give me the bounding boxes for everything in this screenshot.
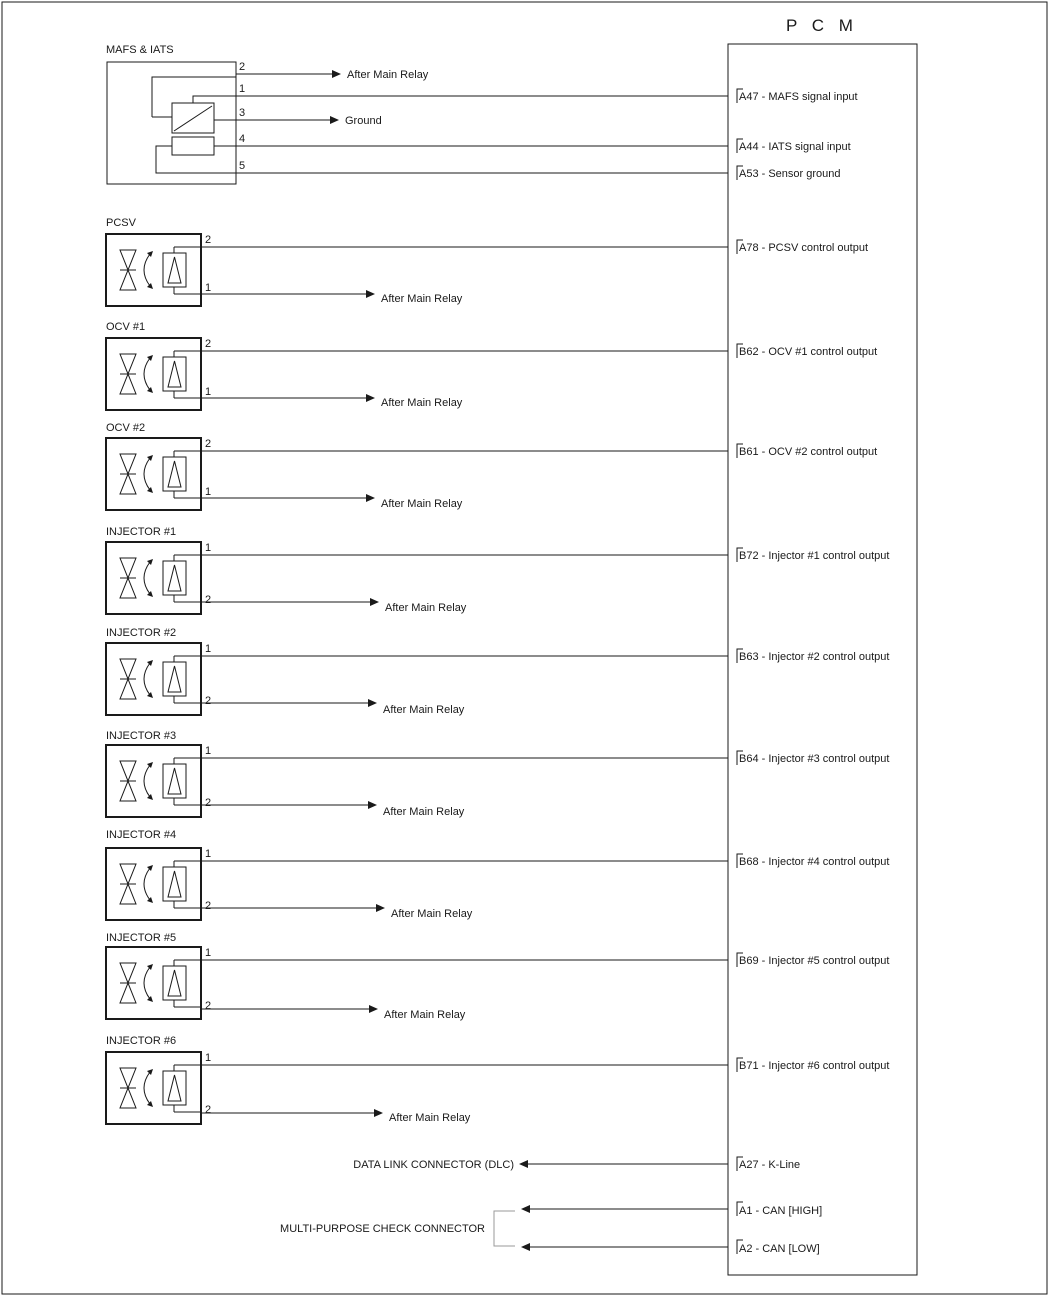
pcm-pin-a44: A44 - IATS signal input <box>739 141 851 153</box>
pcsv-pin-bottom: 1 <box>205 282 212 294</box>
pcsv-title: PCSV <box>106 217 136 229</box>
pcm-pin-b62: B62 - OCV #1 control output <box>739 346 878 358</box>
injector4-pin-bottom: 2 <box>205 900 212 912</box>
ocv1-pin-top: 2 <box>205 338 212 350</box>
injector2-pin-bottom: 2 <box>205 695 212 707</box>
ocv2-pin-bottom: 1 <box>205 486 212 498</box>
injector5 <box>106 932 728 1021</box>
injector2-title: INJECTOR #2 <box>106 627 177 639</box>
mafs-pin-2: 2 <box>239 61 246 73</box>
mafs-pin-5: 5 <box>239 160 246 172</box>
pcsv-valve <box>106 217 728 306</box>
mafs-ground-label: Ground <box>345 115 382 127</box>
pcm-pin-b64: B64 - Injector #3 control output <box>739 753 890 765</box>
injector2 <box>106 627 728 716</box>
injector6 <box>106 1035 728 1124</box>
pcm-pin-b68: B68 - Injector #4 control output <box>739 856 890 868</box>
mafs-iats-sensor <box>106 44 728 184</box>
mpc-bracket <box>494 1211 515 1246</box>
injector1-relay-label: After Main Relay <box>385 602 467 614</box>
pcm-pin-a27: A27 - K-Line <box>739 1159 801 1171</box>
pcm-pin-a1: A1 - CAN [HIGH] <box>739 1205 823 1217</box>
injector1-pin-top: 1 <box>205 542 212 554</box>
injector4-title: INJECTOR #4 <box>106 829 177 841</box>
pcm-pin-b72: B72 - Injector #1 control output <box>739 550 890 562</box>
dlc-label: DATA LINK CONNECTOR (DLC) <box>353 1159 514 1171</box>
pcm-pin-a2: A2 - CAN [LOW] <box>739 1243 820 1255</box>
injector3-title: INJECTOR #3 <box>106 730 177 742</box>
pcm-pin-a78: A78 - PCSV control output <box>739 242 869 254</box>
injector5-pin-bottom: 2 <box>205 1000 212 1012</box>
pcm-pin-a53: A53 - Sensor ground <box>739 168 841 180</box>
injector2-relay-label: After Main Relay <box>383 704 465 716</box>
pcm-pin-b63: B63 - Injector #2 control output <box>739 651 890 663</box>
ocv1-pin-bottom: 1 <box>205 386 212 398</box>
pcm-pin-b61: B61 - OCV #2 control output <box>739 446 878 458</box>
pcm-pin-b69: B69 - Injector #5 control output <box>739 955 890 967</box>
pcm-pin-b71: B71 - Injector #6 control output <box>739 1060 890 1072</box>
mafs-pin-4: 4 <box>239 133 246 145</box>
injector1 <box>106 526 728 614</box>
injector5-pin-top: 1 <box>205 947 212 959</box>
mafs-iats-title: MAFS & IATS <box>106 44 174 56</box>
ocv2-title: OCV #2 <box>106 422 146 434</box>
injector1-title: INJECTOR #1 <box>106 526 177 538</box>
mafs-pin-1: 1 <box>239 83 246 95</box>
injector4-pin-top: 1 <box>205 848 212 860</box>
injector3 <box>106 730 728 818</box>
injector6-title: INJECTOR #6 <box>106 1035 177 1047</box>
injector5-relay-label: After Main Relay <box>384 1009 466 1021</box>
injector4-relay-label: After Main Relay <box>391 908 473 920</box>
ocv1-valve <box>106 321 728 410</box>
ocv2-valve <box>106 422 728 510</box>
injector1-pin-bottom: 2 <box>205 594 212 606</box>
ocv1-relay-label: After Main Relay <box>381 397 463 409</box>
injector6-pin-bottom: 2 <box>205 1104 212 1116</box>
injector6-relay-label: After Main Relay <box>389 1112 471 1124</box>
injector4 <box>106 829 728 920</box>
ocv2-pin-top: 2 <box>205 438 212 450</box>
mpc-label: MULTI-PURPOSE CHECK CONNECTOR <box>280 1223 485 1235</box>
injector3-relay-label: After Main Relay <box>383 806 465 818</box>
mafs-pin-3: 3 <box>239 107 246 119</box>
page-frame <box>2 2 1047 1294</box>
injector3-pin-bottom: 2 <box>205 797 212 809</box>
pcm-pin-a47: A47 - MAFS signal input <box>739 91 858 103</box>
injector2-pin-top: 1 <box>205 643 212 655</box>
pcsv-pin-top: 2 <box>205 234 212 246</box>
ocv2-relay-label: After Main Relay <box>381 498 463 510</box>
ocv1-title: OCV #1 <box>106 321 146 333</box>
pcsv-relay-label: After Main Relay <box>381 293 463 305</box>
injector5-title: INJECTOR #5 <box>106 932 177 944</box>
injector6-pin-top: 1 <box>205 1052 212 1064</box>
pcm-title: P C M <box>786 16 858 35</box>
mafs-relay-label: After Main Relay <box>347 69 429 81</box>
injector3-pin-top: 1 <box>205 745 212 757</box>
